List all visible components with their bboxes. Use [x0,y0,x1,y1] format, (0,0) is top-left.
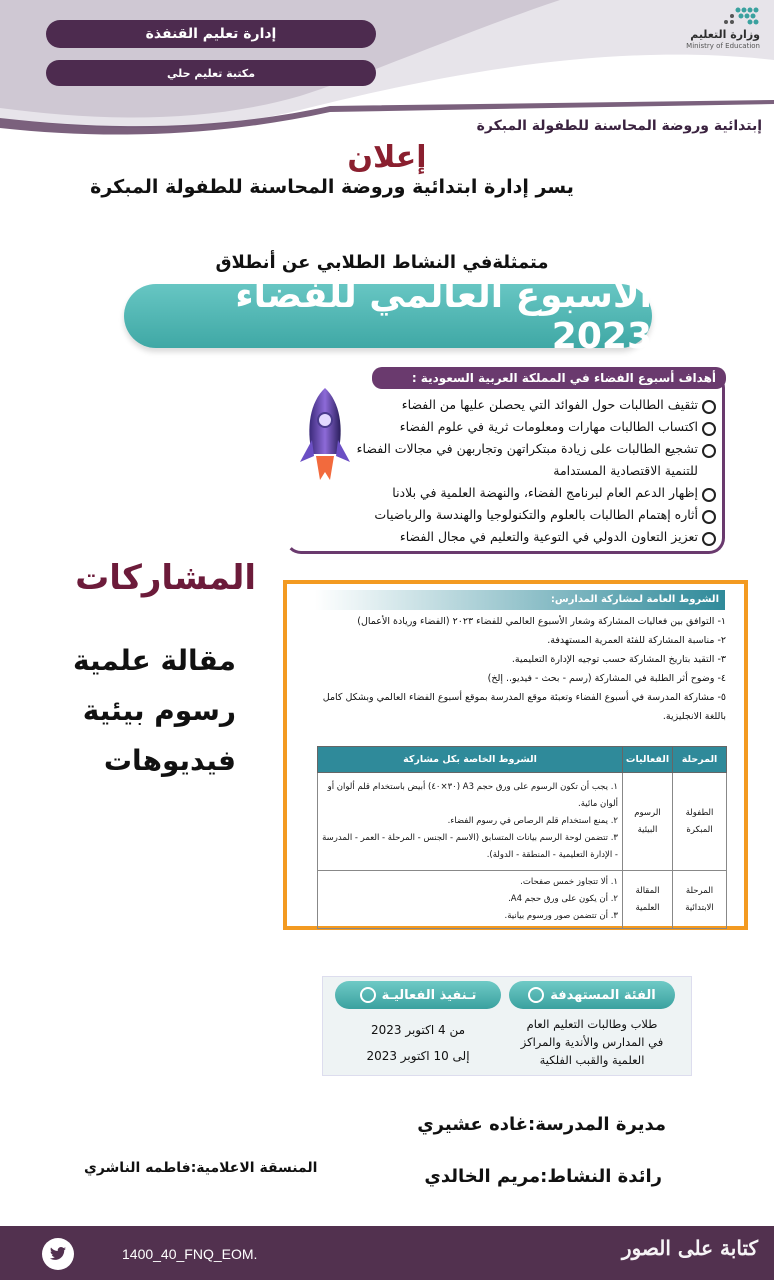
media-coordinator-signature: المنسقة الاعلامية:فاطمه الناشري [84,1160,318,1176]
event-info-box [322,976,692,1076]
table-cell-stage: المرحلة الابتدائية [673,871,727,929]
goal-item: أثاره إهتمام الطالبات بالعلوم والتكنولوجيا والهندسة والرياضيات [316,504,716,526]
announcement-title: إعلان [347,140,427,175]
twitter-bird-icon [42,1238,74,1270]
watermark: كتابة على الصور [621,1236,758,1260]
office-pill: مكتبة تعليم حلي [46,60,376,86]
execution-tag [335,981,501,1009]
audience-tag-label: الفئة المستهدفة [550,987,656,1003]
condition-item: ١- التوافق بين فعاليات المشاركة وشعار الأسبوع العالمي للفضاء ٢٠٢٣ (الفضاء وريادة الأعمال) [357,616,726,627]
ministry-name-en: Ministry of Education [686,42,760,50]
condition-item: باللغة الانجليزية. [662,711,726,722]
announcement-line-1: يسر إدارة ابتدائية وروضة المحاسنة للطفولة المبكرة [90,176,574,198]
execution-tag-label: تـنفيذ الفعاليـة [381,987,477,1003]
term-line: ٢. يمنع استخدام قلم الرصاص في رسوم الفضاء. [447,816,618,826]
target-icon [528,987,544,1003]
twitter-icon[interactable] [42,1238,74,1270]
activity-lead-signature: رائدة النشاط:مريم الخالدي [424,1166,662,1187]
date-from: من 4 اكتوبر 2023 [370,1023,466,1037]
principal-signature: مديرة المدرسة:غاده عشيري [417,1114,666,1135]
table-cell-terms [318,871,623,929]
goal-item: تثقيف الطالبات حول الفوائد التي يحصلن عليها من الفضاء [316,394,716,416]
table-row [318,871,727,929]
school-name: إبتدائية وروضة المحاسنة للطفولة المبكرة [476,118,762,134]
clock-icon [360,987,376,1003]
condition-item: ٢- مناسبة المشاركة للفئة العمرية المستهدفة. [547,635,726,646]
table-header: الفعاليات [623,747,673,773]
admin-pill: إدارة تعليم القنفذة [46,20,376,48]
term-line: ١. يجب أن تكون الرسوم على ورق حجم A3 (٣٠×٤٠) أبيض باستخدام قلم ألوان أو ألوان مائية. [327,782,618,809]
dates [335,1017,501,1069]
conditions-table [317,746,727,929]
conditions-list [316,612,726,726]
term-line: ٣. أن تتضمن صور ورسوم بيانية. [504,911,618,921]
participation-item: مقالة علمية [73,644,236,677]
audience-text [509,1015,675,1069]
ministry-logo-icon [680,6,760,28]
table-header: المرحلة [673,747,727,773]
announcement-line-2: متمثلةفي النشاط الطلابي عن أنطلاق [215,252,549,273]
participation-item: فيديوهات [103,744,236,777]
ministry-name-ar: وزارة التعليم [690,28,760,41]
conditions-header: الشروط العامة لمشاركة المدارس: [315,590,725,610]
conditions-panel [283,580,748,930]
term-line: ٣. تتضمن لوحة الرسم بيانات المتسابق (الاسم - الجنس - المرحلة - العمر - المدرسة - الإدارة التعليمية - المنطقة - الدولة). [322,833,618,860]
goal-item: تعزيز التعاون الدولي في التوعية والتعليم في مجال الفضاء [316,526,716,548]
rocket-icon [292,384,358,488]
condition-item: ٥- مشاركة المدرسة في أسبوع الفضاء وتعبئة موقع المدرسة بموقع أسبوع الفضاء العالمي وبشكل كامل [322,692,726,703]
table-cell-activity: الرسوم البيئية [623,773,673,871]
term-line: ١. ألا تتجاوز خمس صفحات. [520,877,618,887]
goal-item: اكتساب الطالبات مهارات ومعلومات ثرية في علوم الفضاء [316,416,716,438]
table-cell-terms [318,773,623,871]
goals-title: أهداف أسبوع الفضاء في المملكة العربية السعودية : [372,367,726,389]
goal-item: للتنمية الاقتصادية المستدامة [553,463,698,478]
twitter-handle: 1400_40_FNQ_EOM. [122,1246,258,1262]
goal-item: تشجيع الطالبات على زيادة مبتكراتهن وتجاربهن في مجالات الفضاء [316,438,716,460]
audience-line: طلاب وطالبات التعليم العام [526,1017,658,1031]
audience-line: في المدارس والأندية والمراكز [520,1035,664,1049]
condition-item: ٤- وضوح أثر الطلبة في المشاركة (رسم - بحث - فيديو.. إلخ) [487,673,726,684]
term-line: ٢. أن يكون على ورق حجم A4. [508,894,618,904]
footer [0,1226,774,1280]
table-cell-stage: الطفولة المبكرة [673,773,727,871]
date-to: إلى 10 اكتوبر 2023 [366,1049,470,1063]
participation-item: رسوم بيئية [82,694,236,727]
space-week-banner: الأسبوع العالمي للفضاء 2023 [124,284,652,348]
goals-list [316,394,716,548]
goal-item: إظهار الدعم العام لبرنامج الفضاء، والنهضة العلمية في بلادنا [316,482,716,504]
audience-line: العلمية والقبب الفلكية [539,1053,645,1067]
audience-tag [509,981,675,1009]
ministry-logo [620,4,760,52]
condition-item: ٣- التقيد بتاريخ المشاركة حسب توجيه الإدارة التعليمية. [511,654,726,665]
table-cell-activity: المقالة العلمية [623,871,673,929]
table-row [318,773,727,871]
participations-title: المشاركات [75,558,256,598]
table-header: الشروط الخاصة بكل مشاركة [318,747,623,773]
